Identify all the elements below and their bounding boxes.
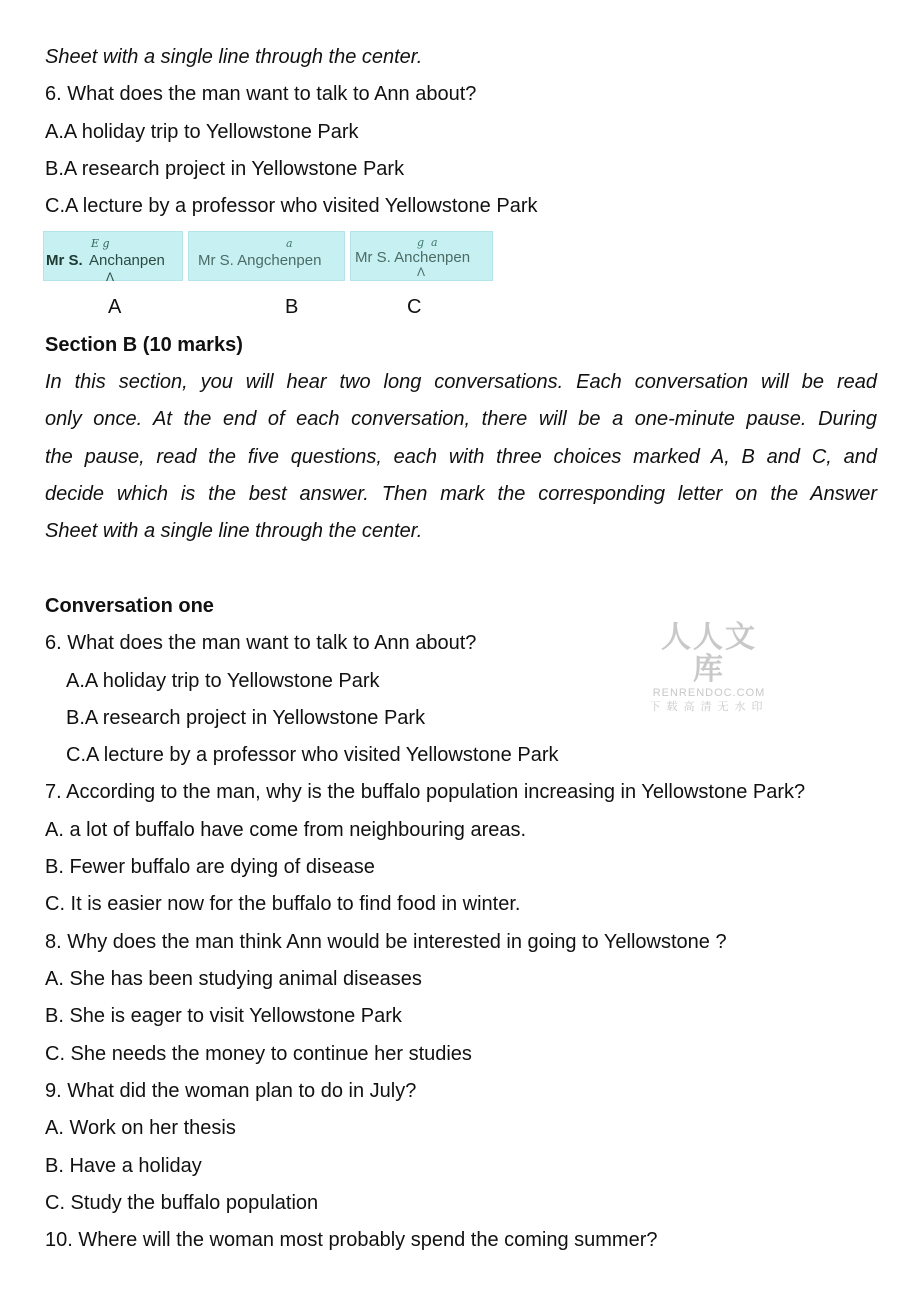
q7-option-b: B. Fewer buffalo are dying of disease [45, 856, 375, 878]
image-a-prefix: Mr S. [46, 252, 83, 269]
caret-mark: Λ [106, 270, 115, 282]
question-6: 6. What does the man want to talk to Ann about? [45, 632, 477, 654]
question-10: 10. Where will the woman most probably spend the coming summer? [45, 1229, 658, 1251]
image-a-name: Anchanpen [89, 252, 165, 269]
image-choice-b-drawing [189, 232, 346, 282]
question-8: 8. Why does the man think Ann would be interested in going to Yellowstone ? [45, 931, 727, 953]
conversation-heading: Conversation one [45, 595, 214, 617]
q6-option-a: A.A holiday trip to Yellowstone Park [66, 670, 380, 692]
image-c-text: Mr S. Anchenpen [355, 249, 471, 266]
question-7: 7. According to the man, why is the buffalo population increasing in Yellowstone Park? [45, 781, 806, 803]
question-9: 9. What did the woman plan to do in July? [45, 1080, 417, 1102]
image-choice-a [43, 231, 183, 281]
image-label-b: B [285, 296, 299, 318]
image-label-c: C [407, 296, 422, 318]
q9-option-b: B. Have a holiday [45, 1155, 202, 1177]
option-c-top: C.A lecture by a professor who visited Yellowstone Park [45, 195, 538, 217]
option-a-top: A.A holiday trip to Yellowstone Park [45, 121, 359, 143]
handwritten-insert-mark: g a [417, 236, 438, 249]
watermark-domain: RENRENDOC.COM [652, 687, 766, 699]
image-choice-a-drawing [44, 232, 184, 282]
watermark-tagline: 下载高清无水印 [649, 701, 769, 713]
instruction-tail: Sheet with a single line through the center. [45, 46, 423, 68]
q8-option-a: A. She has been studying animal diseases [45, 968, 422, 990]
section-b-instruction-line: In this section, you will hear two long conversations. Each conversation will be read [45, 371, 877, 393]
section-b-instruction-line: the pause, read the five questions, each with three choices marked A, B and C, and [45, 446, 877, 468]
q8-option-b: B. She is eager to visit Yellowstone Park [45, 1005, 402, 1027]
q9-option-c: C. Study the buffalo population [45, 1192, 319, 1214]
question-6-top: 6. What does the man want to talk to Ann about? [45, 83, 477, 105]
image-choice-c [350, 231, 493, 281]
section-b-instruction-line: Sheet with a single line through the center. [45, 520, 423, 542]
q6-option-c: C.A lecture by a professor who visited Yellowstone Park [66, 744, 559, 766]
watermark-logo [646, 622, 772, 714]
q7-option-a: A. a lot of buffalo have come from neighbouring areas. [45, 819, 527, 841]
section-b-instruction-line: decide which is the best answer. Then mark the corresponding letter on the Answer [45, 483, 877, 505]
handwritten-insert-mark: a [286, 237, 293, 250]
section-b-instruction-line: only once. At the end of each conversation, there will be a one-minute pause. During [45, 408, 877, 430]
q8-option-c: C. She needs the money to continue her studies [45, 1043, 472, 1065]
image-choice-b [188, 231, 345, 281]
caret-mark: Λ [417, 265, 426, 279]
q6-option-b: B.A research project in Yellowstone Park [66, 707, 426, 729]
handwritten-insert-mark: E g [91, 237, 110, 250]
q9-option-a: A. Work on her thesis [45, 1117, 236, 1139]
watermark-main: 人人文库 [661, 620, 757, 687]
section-b-heading: Section B (10 marks) [45, 334, 243, 356]
option-b-top: B.A research project in Yellowstone Park [45, 158, 405, 180]
q7-option-c: C. It is easier now for the buffalo to find food in winter. [45, 893, 521, 915]
image-choice-c-drawing [351, 232, 494, 282]
image-b-text: Mr S. Angchenpen [198, 252, 322, 269]
image-label-a: A [108, 296, 122, 318]
